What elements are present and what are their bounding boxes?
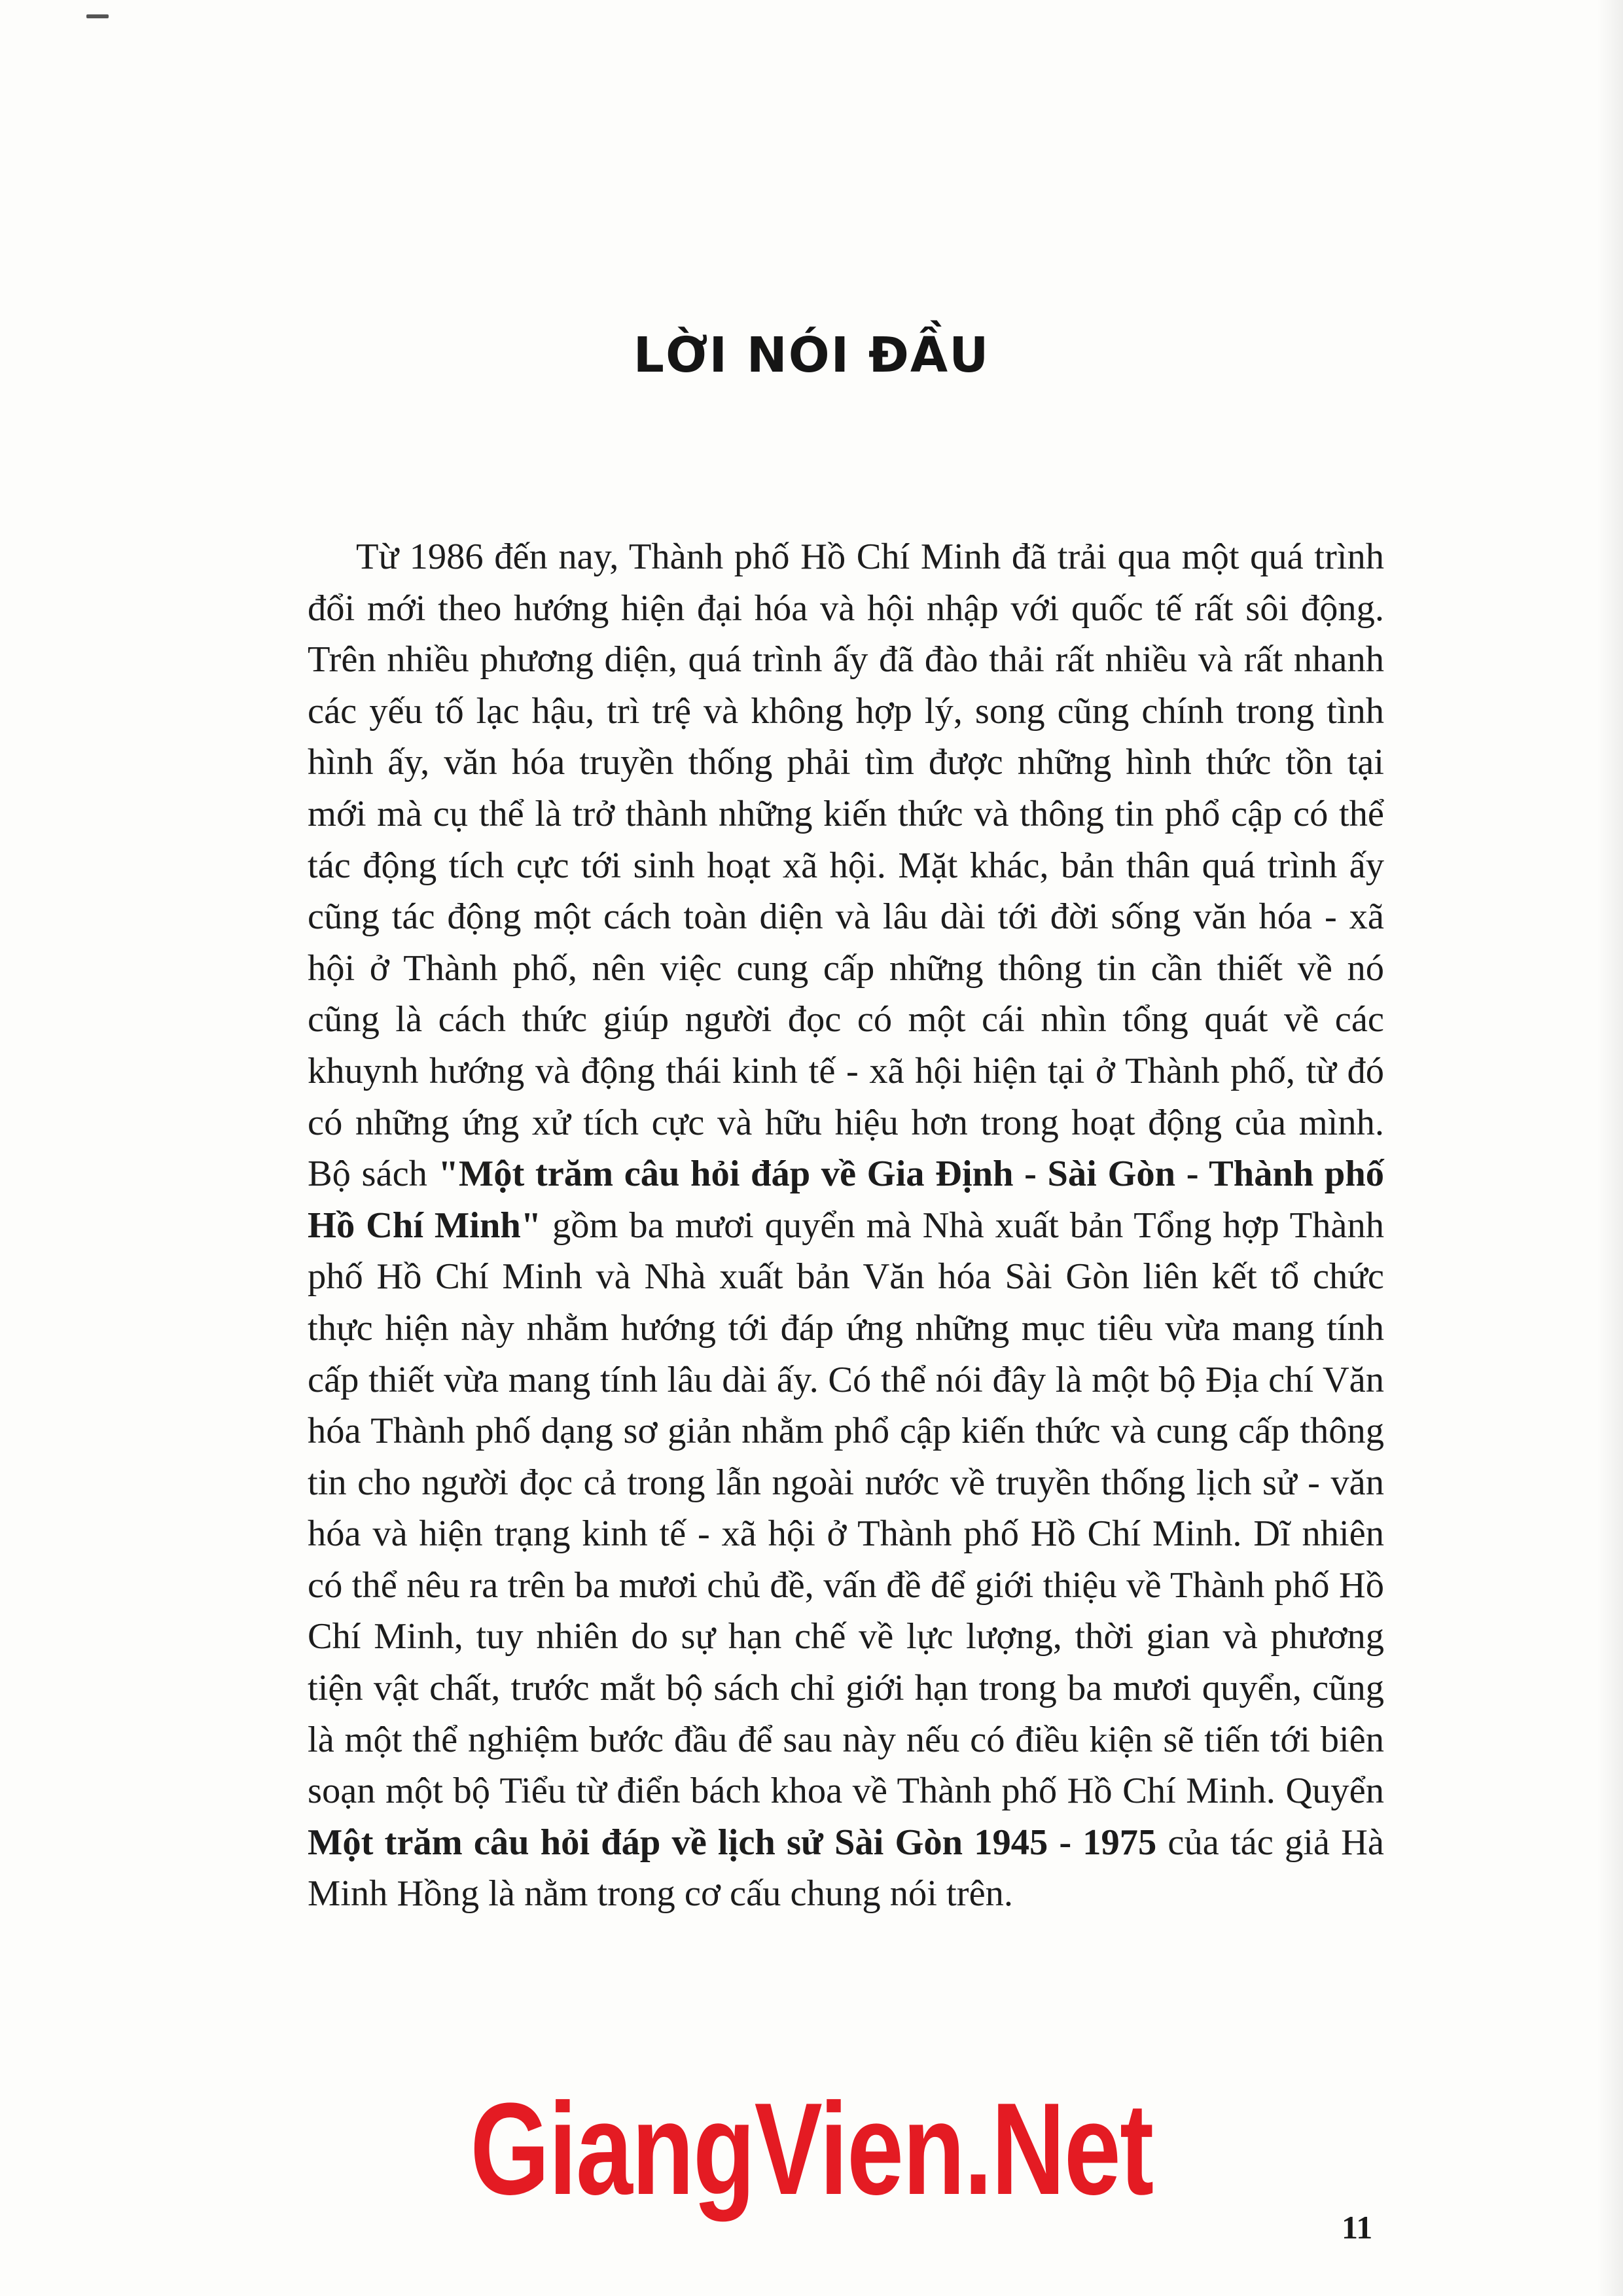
preface-paragraph — [308, 531, 1384, 1920]
paragraph-text-part2: gồm ba mươi quyển mà Nhà xuất bản Tổng hợp Thành phố Hồ Chí Minh và Nhà xuất bản Văn hóa Sài Gòn liên kết tổ chức thực hiện này nhằm hướng tới đáp ứng những mục tiêu vừa mang tính cấp thiết vừa mang tính lâu dài ấy. Có thể nói đây là một bộ Địa chí Văn hóa Thành phố dạng sơ giản nhằm phổ cập kiến thức và cung cấp thông tin cho người đọc cả trong lẫn ngoài nước về truyền thống lịch sử - văn hóa và hiện trạng kinh tế - xã hội ở Thành phố Hồ Chí Minh. Dĩ nhiên có thể nêu ra trên ba mươi chủ đề, vấn đề để giới thiệu về Thành phố Hồ Chí Minh, tuy nhiên do sự hạn chế về lực lượng, thời gian và phương tiện vật chất, trước mắt bộ sách chỉ giới hạn trong ba mươi quyển, cũng là một thể nghiệm bước đầu để sau này nếu có điều kiện sẽ tiến tới biên soạn một bộ Tiểu từ điển bách khoa về Thành phố Hồ Chí Minh. Quyển — [308, 1205, 1384, 1812]
page-number: 11 — [1342, 2209, 1373, 2246]
book-title: Một trăm câu hỏi đáp về lịch sử Sài Gòn 1945 - 1975 — [308, 1822, 1157, 1863]
scan-mark — [86, 14, 109, 18]
page-title: LỜI NÓI ĐẦU — [633, 327, 990, 383]
watermark-logo: GiangVien.Net — [470, 2076, 1153, 2222]
paragraph-text-part1: Từ 1986 đến nay, Thành phố Hồ Chí Minh đã trải qua một quá trình đổi mới theo hướng hiện đại hóa và hội nhập với quốc tế rất sôi động. Trên nhiều phương diện, quá trình ấy đã đào thải rất nhiều và rất nhanh các yếu tố lạc hậu, trì trệ và không hợp lý, song cũng chính trong tình hình ấy, văn hóa truyền thống phải tìm được những hình thức tồn tại mới mà cụ thể là trở thành những kiến thức và thông tin phổ cập có thể tác động tích cực tới sinh hoạt xã hội. Mặt khác, bản thân quá trình ấy cũng tác động một cách toàn diện và lâu dài tới đời sống văn hóa - xã hội ở Thành phố, nên việc cung cấp những thông tin cần thiết về nó cũng là cách thức giúp người đọc có một cái nhìn tổng quát về các khuynh hướng và động thái kinh tế - xã hội hiện tại ở Thành phố, từ đó có những ứng xử tích cực và hữu hiệu hơn trong hoạt động của mình. Bộ sách — [308, 537, 1384, 1195]
paragraph-text-part3: của tác giả Hà Minh Hồng là nằm trong cơ cấu chung nói trên. — [308, 1822, 1384, 1915]
series-title: "Một trăm câu hỏi đáp về Gia Định - Sài Gòn - Thành phố Hồ Chí Minh" — [308, 1154, 1384, 1246]
